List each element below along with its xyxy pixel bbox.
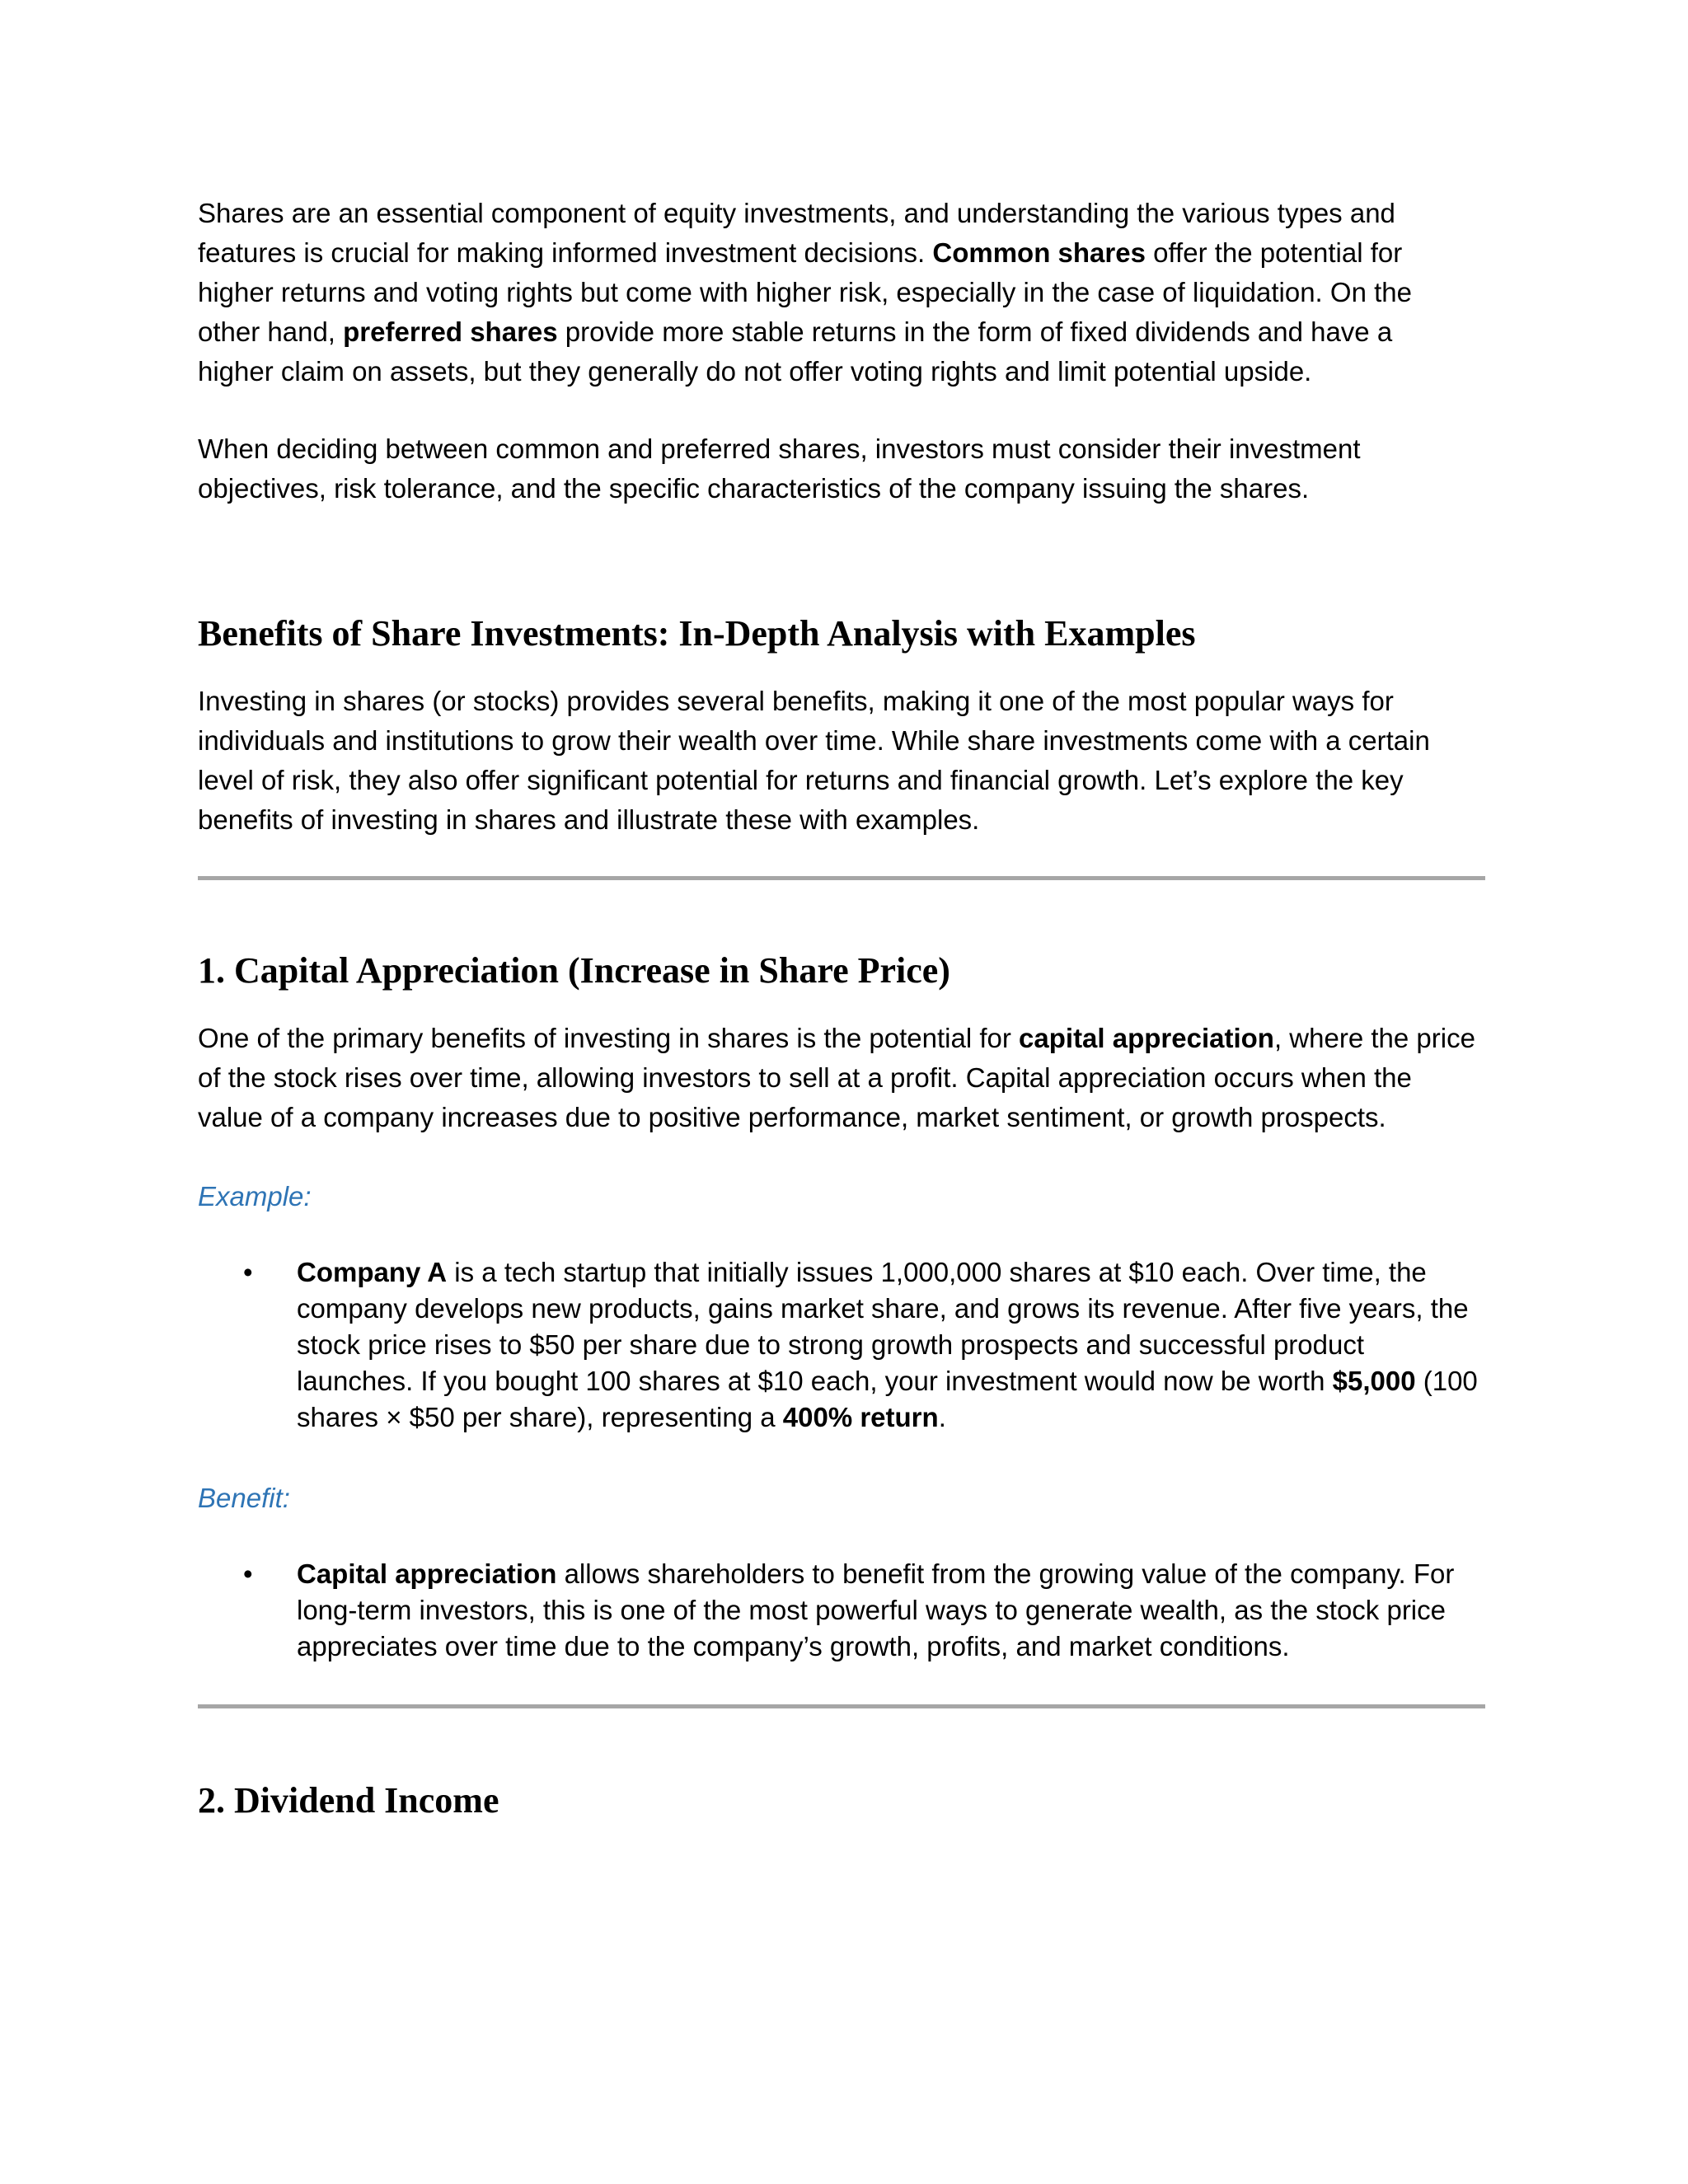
text-run: provide more stable returns in the form of fixed dividends and have a higher claim on assets, but they generally do not offer voting rights and limit potential upside. (198, 316, 1393, 387)
bold-term: 400% return (782, 1402, 939, 1432)
text-run: . (938, 1402, 946, 1432)
intro-paragraph-2: When deciding between common and preferred shares, investors must consider their investment objectives, risk tolerance, and the specific characteristics of the company issuing the shares. (198, 434, 1361, 504)
bullet-icon: • (243, 1257, 253, 1287)
benefits-heading: Benefits of Share Investments: In-Depth Analysis with Examples (198, 613, 1196, 654)
text-run: Shares are an essential component of equity investments, and understanding the various types and features is crucial for making informed investment decisions. (198, 198, 1395, 268)
bold-term: Common shares (932, 237, 1146, 268)
example-text (297, 1254, 1484, 1436)
benefits-paragraph: Investing in shares (or stocks) provides several benefits, making it one of the most popular ways for individuals and institutions to grow their wealth over time. While share investments come with a certain level of risk, they also offer significant potential for returns and financial growth. Let’s explore the key benefits of investing in shares and illustrate these with examples. (198, 686, 1430, 835)
document-page (198, 194, 1484, 1824)
text-run: One of the primary benefits of investing in shares is the potential for (198, 1023, 1020, 1053)
section-1-paragraph (198, 1019, 1484, 1137)
text-run: allows shareholders to benefit from the growing value of the company. For long-term investors, this is one of the most powerful ways to generate wealth, as the stock price appreciates over time due to the company’s growth, profits, and market conditions. (297, 1558, 1455, 1661)
bold-term: Capital appreciation (297, 1558, 557, 1589)
bullet-icon: • (243, 1558, 253, 1589)
bold-term: preferred shares (343, 316, 558, 347)
text-run: (100 shares × $50 per share), representing a (297, 1366, 1478, 1432)
intro-paragraph-1 (198, 194, 1451, 391)
bold-term: capital appreciation (1019, 1023, 1274, 1053)
section-1-heading: 1. Capital Appreciation (Increase in Share Price) (198, 950, 950, 991)
example-label: Example: (198, 1181, 312, 1212)
benefit-text (297, 1556, 1484, 1665)
example-list-item (198, 1254, 1484, 1436)
bold-term: $5,000 (1332, 1366, 1416, 1396)
bold-term: Company A (297, 1257, 448, 1287)
text-run: offer the potential for higher returns and voting rights but come with higher risk, especially in the case of liquidation. On the other hand, (198, 237, 1412, 347)
text-run: is a tech startup that initially issues 1,000,000 shares at $10 each. Over time, the company develops new products, gains market share, and grows its revenue. After five years, the stock price rises to $50 per share due to strong growth prospects and successful product launches. If you bought 100 shares at $10 each, your investment would now be worth (297, 1257, 1469, 1396)
text-run: , where the price of the stock rises over time, allowing investors to sell at a profit. Capital appreciation occurs when the value of a company increases due to positive performance, market sentiment, or growth prospects. (198, 1023, 1475, 1132)
benefit-list-item (198, 1556, 1484, 1665)
benefit-label: Benefit: (198, 1483, 290, 1513)
section-2-heading: 2. Dividend Income (198, 1780, 499, 1821)
